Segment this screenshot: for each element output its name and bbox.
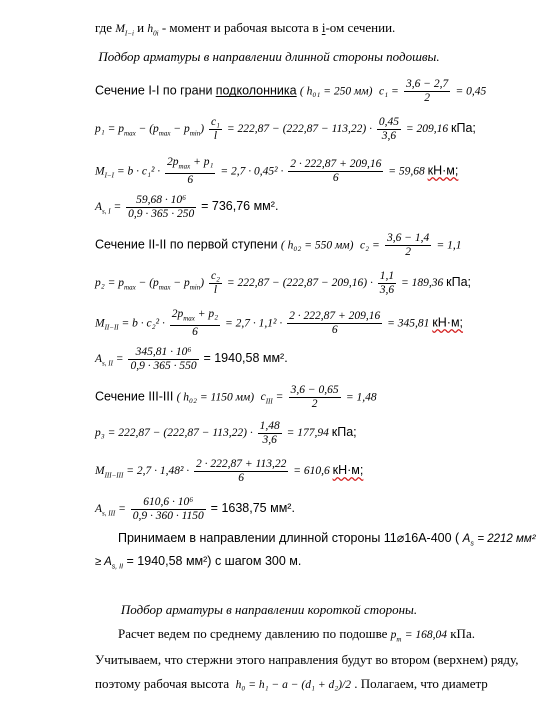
formula-result: = 1,48 [345, 391, 377, 404]
formula-m3: $M_{III-III} = 2,7 \cdot 1,48^2$ · $\frac{2 \cdot 222,87 + 113,22}{6}$ = 610,6 кН·м; [95, 458, 364, 484]
formula-result: = 1,1 [436, 239, 462, 252]
fraction-c3: $\frac{3,6 - 0,65}{2}$ [290, 384, 339, 410]
formula-c2: c₂ = [359, 239, 380, 252]
text-para-line3: поэтому рабочая высота h₀ = h₁ − a − (d₁ + d₂)/2 . Полагаем, что диаметр [95, 676, 488, 691]
text-fragment: -ом сечении. [325, 20, 396, 35]
formula-h01: ( h₀₁ = 250 мм) [299, 85, 373, 98]
fraction-c2: $\frac{3,6 - 1,4}{2}$ [386, 232, 430, 258]
text-fragment: - момент и рабочая высота в [161, 20, 319, 35]
formula-a2: $A_{s, II}$ = $\frac{\text{345,81 · 10⁶}}{0,9 \cdot 365 \cdot 550}$ = 1940,58 мм². [95, 346, 288, 372]
text-fragment: Сечение I-I по грани [95, 83, 213, 98]
symbol-h: $h_{0i}$ [147, 23, 159, 38]
text-fragment: подколонника [215, 83, 297, 98]
text-accept-line1: Принимаем в направлении длинной стороны 11⌀16А-400 ( $A_s = 2212$ мм² [118, 531, 536, 548]
text-para-line2: Учитываем, что стержни этого направления будут во втором (верхнем) ряду, [95, 652, 519, 667]
section-ii-header [95, 232, 462, 259]
section-i-header [95, 78, 486, 105]
formula-c3: $c_{III}$ = [260, 391, 284, 406]
text-fragment: i [321, 20, 326, 35]
text-accept-line2: ≥ $A_{s, II} = 1940,58$ мм²) с шагом 300 м. [95, 554, 302, 571]
symbol-m: $M_{I-i}$ [115, 23, 134, 38]
text-fragment: Сечение II-II по первой ступени [95, 237, 278, 252]
text-fragment: где [95, 20, 113, 35]
formula-p1: $p_1 = p_{max} - (p_{max} - p_{min})$ $\frac{\text{c₁}}{l}$ = 222,87 − (222,87 − 113,22) · $\frac{0,45}{3,6}$ = 209,16 кПа; [95, 116, 476, 142]
formula-a3: $A_{s, III}$ = $\frac{\text{610,6 · 10⁶}}{0,9 \cdot 360 \cdot 1150}$ = 1638,75 мм². [95, 496, 295, 522]
section-iii-header [95, 384, 377, 411]
formula-a1: $A_{s, I}$ = $\frac{\text{59,68 · 10⁶}}{0,9 \cdot 365 \cdot 250}$ = 736,76 мм². [95, 194, 279, 220]
formula-p3: p₃ = 222,87 − (222,87 − 113,22) · $\frac{1,48}{3,6}$ = 177,94 кПа; [95, 420, 357, 446]
formula-m2: $M_{II-II} = b \cdot c_2^2$ · $\frac{2p_{max} + p_2}{6}$ = 2,7 · 1,1² · $\frac{2 \cdot 222,87 + 209,16}{6}$ = 345,81 кН·м; [95, 308, 464, 339]
text-fragment: Сечение III-III [95, 389, 174, 404]
text-line-intro [95, 20, 395, 41]
formula-result: = 0,45 [455, 85, 487, 98]
formula-m1: $M_{I-I} = b \cdot c_1^2$ · $\frac{2p_{max} + p_1}{6}$ = 2,7 · 0,45² · $\frac{2 \cdot 222,87 + 209,16}{6}$ = 59,68 кН·м; [95, 156, 459, 187]
text-fragment: и [137, 20, 145, 35]
text-para-line1: Расчет ведем по среднему давлению по подошве $p_m = 168,04$ кПа. [118, 626, 475, 644]
formula-c1: c₁ = [378, 85, 399, 98]
section-heading-short-side: Подбор арматуры в направлении короткой стороны. [120, 602, 418, 617]
formula-p2: $p_2 = p_{max} - (p_{max} - p_{min})$ $\frac{\text{c₂}}{l}$ = 222,87 − (222,87 − 209,16) · $\frac{1,1}{3,6}$ = 189,36 кПа; [95, 270, 472, 296]
formula-h03: ( h₀₂ = 1150 мм) [176, 391, 255, 404]
fraction-c1: $\frac{3,6 - 2,7}{2}$ [405, 78, 449, 104]
formula-h02: ( h₀₂ = 550 мм) [280, 239, 354, 252]
section-heading-long-side: Подбор арматуры в направлении длинной стороны подошвы. [98, 49, 440, 64]
